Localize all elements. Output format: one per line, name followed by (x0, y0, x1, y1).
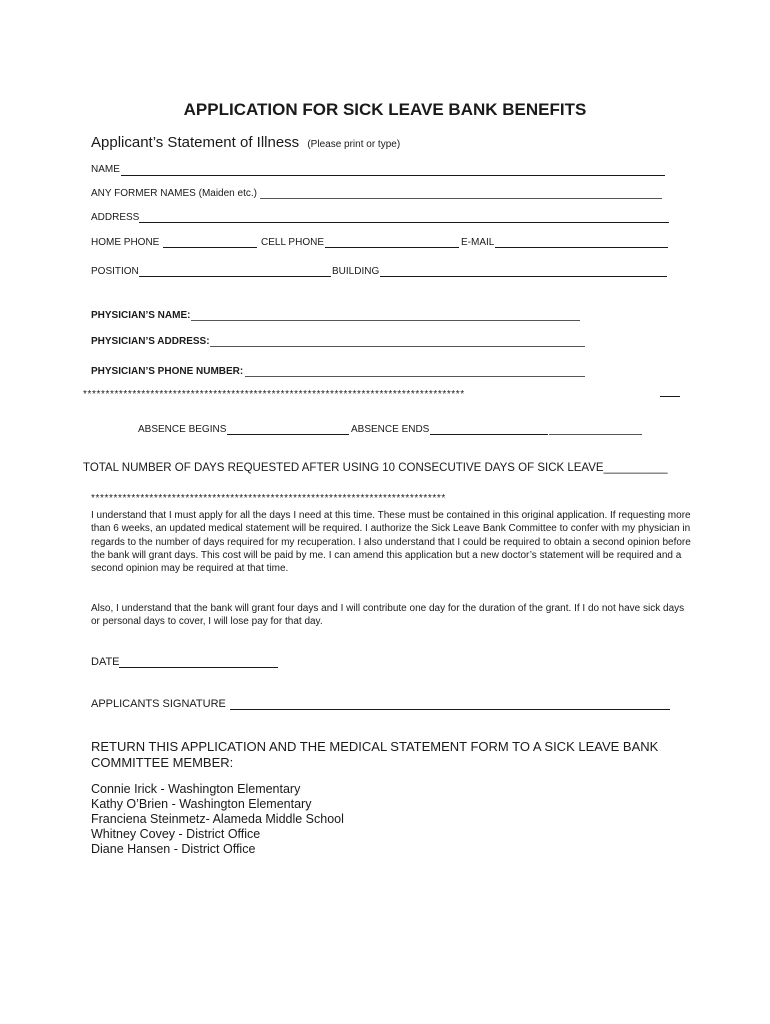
physician-phone-field[interactable] (245, 376, 585, 377)
committee-list (91, 782, 344, 857)
signature-label: APPLICANTS SIGNATURE (91, 698, 226, 710)
email-label: E-MAIL (461, 237, 495, 248)
home-phone-label: HOME PHONE (91, 237, 160, 248)
name-label: NAME (91, 164, 120, 175)
cell-phone-field[interactable] (325, 247, 459, 248)
physician-address-label: PHYSICIAN’S ADDRESS: (91, 336, 210, 347)
cell-phone-label: CELL PHONE (261, 237, 324, 248)
email-field[interactable] (495, 247, 668, 248)
physician-name-text: PHYSICIAN’S NAME (91, 310, 188, 321)
physician-name-field[interactable] (191, 320, 580, 321)
position-field[interactable] (139, 276, 331, 277)
committee-member: Whitney Covey - District Office (91, 827, 261, 841)
section-heading (91, 134, 400, 151)
committee-member: Franciena Steinmetz- Alameda Middle School (91, 812, 344, 826)
date-field[interactable] (119, 667, 278, 668)
name-field[interactable] (121, 175, 665, 176)
building-field[interactable] (380, 276, 667, 277)
date-label: DATE (91, 656, 120, 668)
committee-member: Diane Hansen - District Office (91, 842, 256, 856)
position-label: POSITION (91, 266, 139, 277)
absence-begins-field[interactable] (227, 434, 349, 435)
home-phone-field[interactable] (163, 247, 257, 248)
building-label: BUILDING (332, 266, 380, 277)
form-title: APPLICATION FOR SICK LEAVE BANK BENEFITS (183, 100, 587, 119)
absence-ends-extra (549, 434, 642, 435)
separator-stars-2: ******************************************************************************* (91, 493, 446, 504)
absence-begins-label: ABSENCE BEGINS (138, 424, 227, 435)
statement-paragraph: I understand that I must apply for all the days I need at this time. These must be contained in this original application. If requesting more than 6 weeks, an updated medical statement will be required. I authorize the Sick Leave Bank Committee to confer with my physician in regards to the number of days required for my recuperation. I also understand that I could be required to obtain a second opinion before the bank will grant days. This cost will be paid by me. I can amend this application but a new doctor’s statement will be required and a second opinion may be required at that time. (91, 510, 691, 575)
separator-tail (660, 396, 680, 397)
statement-paragraph-2: Also, I understand that the bank will grant four days and I will contribute one day for the duration of the grant. If I do not have sick days or personal days to cover, I will lose pay for that day. (91, 603, 685, 628)
physician-name-label: PHYSICIAN’S NAME: (91, 310, 191, 321)
print-note: (Please print or type) (307, 139, 401, 150)
separator-stars: ************************************************************************************* (83, 389, 465, 400)
address-label: ADDRESS (91, 212, 140, 223)
return-instruction: RETURN THIS APPLICATION AND THE MEDICAL STATEMENT FORM TO A SICK LEAVE BANK COMMITTEE MEMBER: (91, 739, 659, 770)
absence-ends-field[interactable] (430, 434, 548, 435)
former-names-label: ANY FORMER NAMES (Maiden etc.) (91, 188, 257, 199)
address-field[interactable] (139, 222, 669, 223)
physician-phone-label: PHYSICIAN’S PHONE NUMBER: (91, 366, 244, 377)
physician-address-text: PHYSICIAN’S ADDRESS (91, 336, 207, 347)
committee-member: Kathy O’Brien - Washington Elementary (91, 797, 312, 811)
former-names-field[interactable] (260, 198, 662, 199)
signature-field[interactable] (230, 709, 670, 710)
committee-member: Connie Irick - Washington Elementary (91, 782, 301, 796)
physician-phone-text: PHYSICIAN’S PHONE NUMBER (91, 366, 240, 377)
physician-address-field[interactable] (210, 346, 585, 347)
statement-heading: Applicant’s Statement of Illness (91, 134, 300, 151)
total-days-label: TOTAL NUMBER OF DAYS REQUESTED AFTER USING 10 CONSECUTIVE DAYS OF SICK LEAVE__________ (83, 462, 668, 474)
absence-ends-label: ABSENCE ENDS (351, 424, 430, 435)
